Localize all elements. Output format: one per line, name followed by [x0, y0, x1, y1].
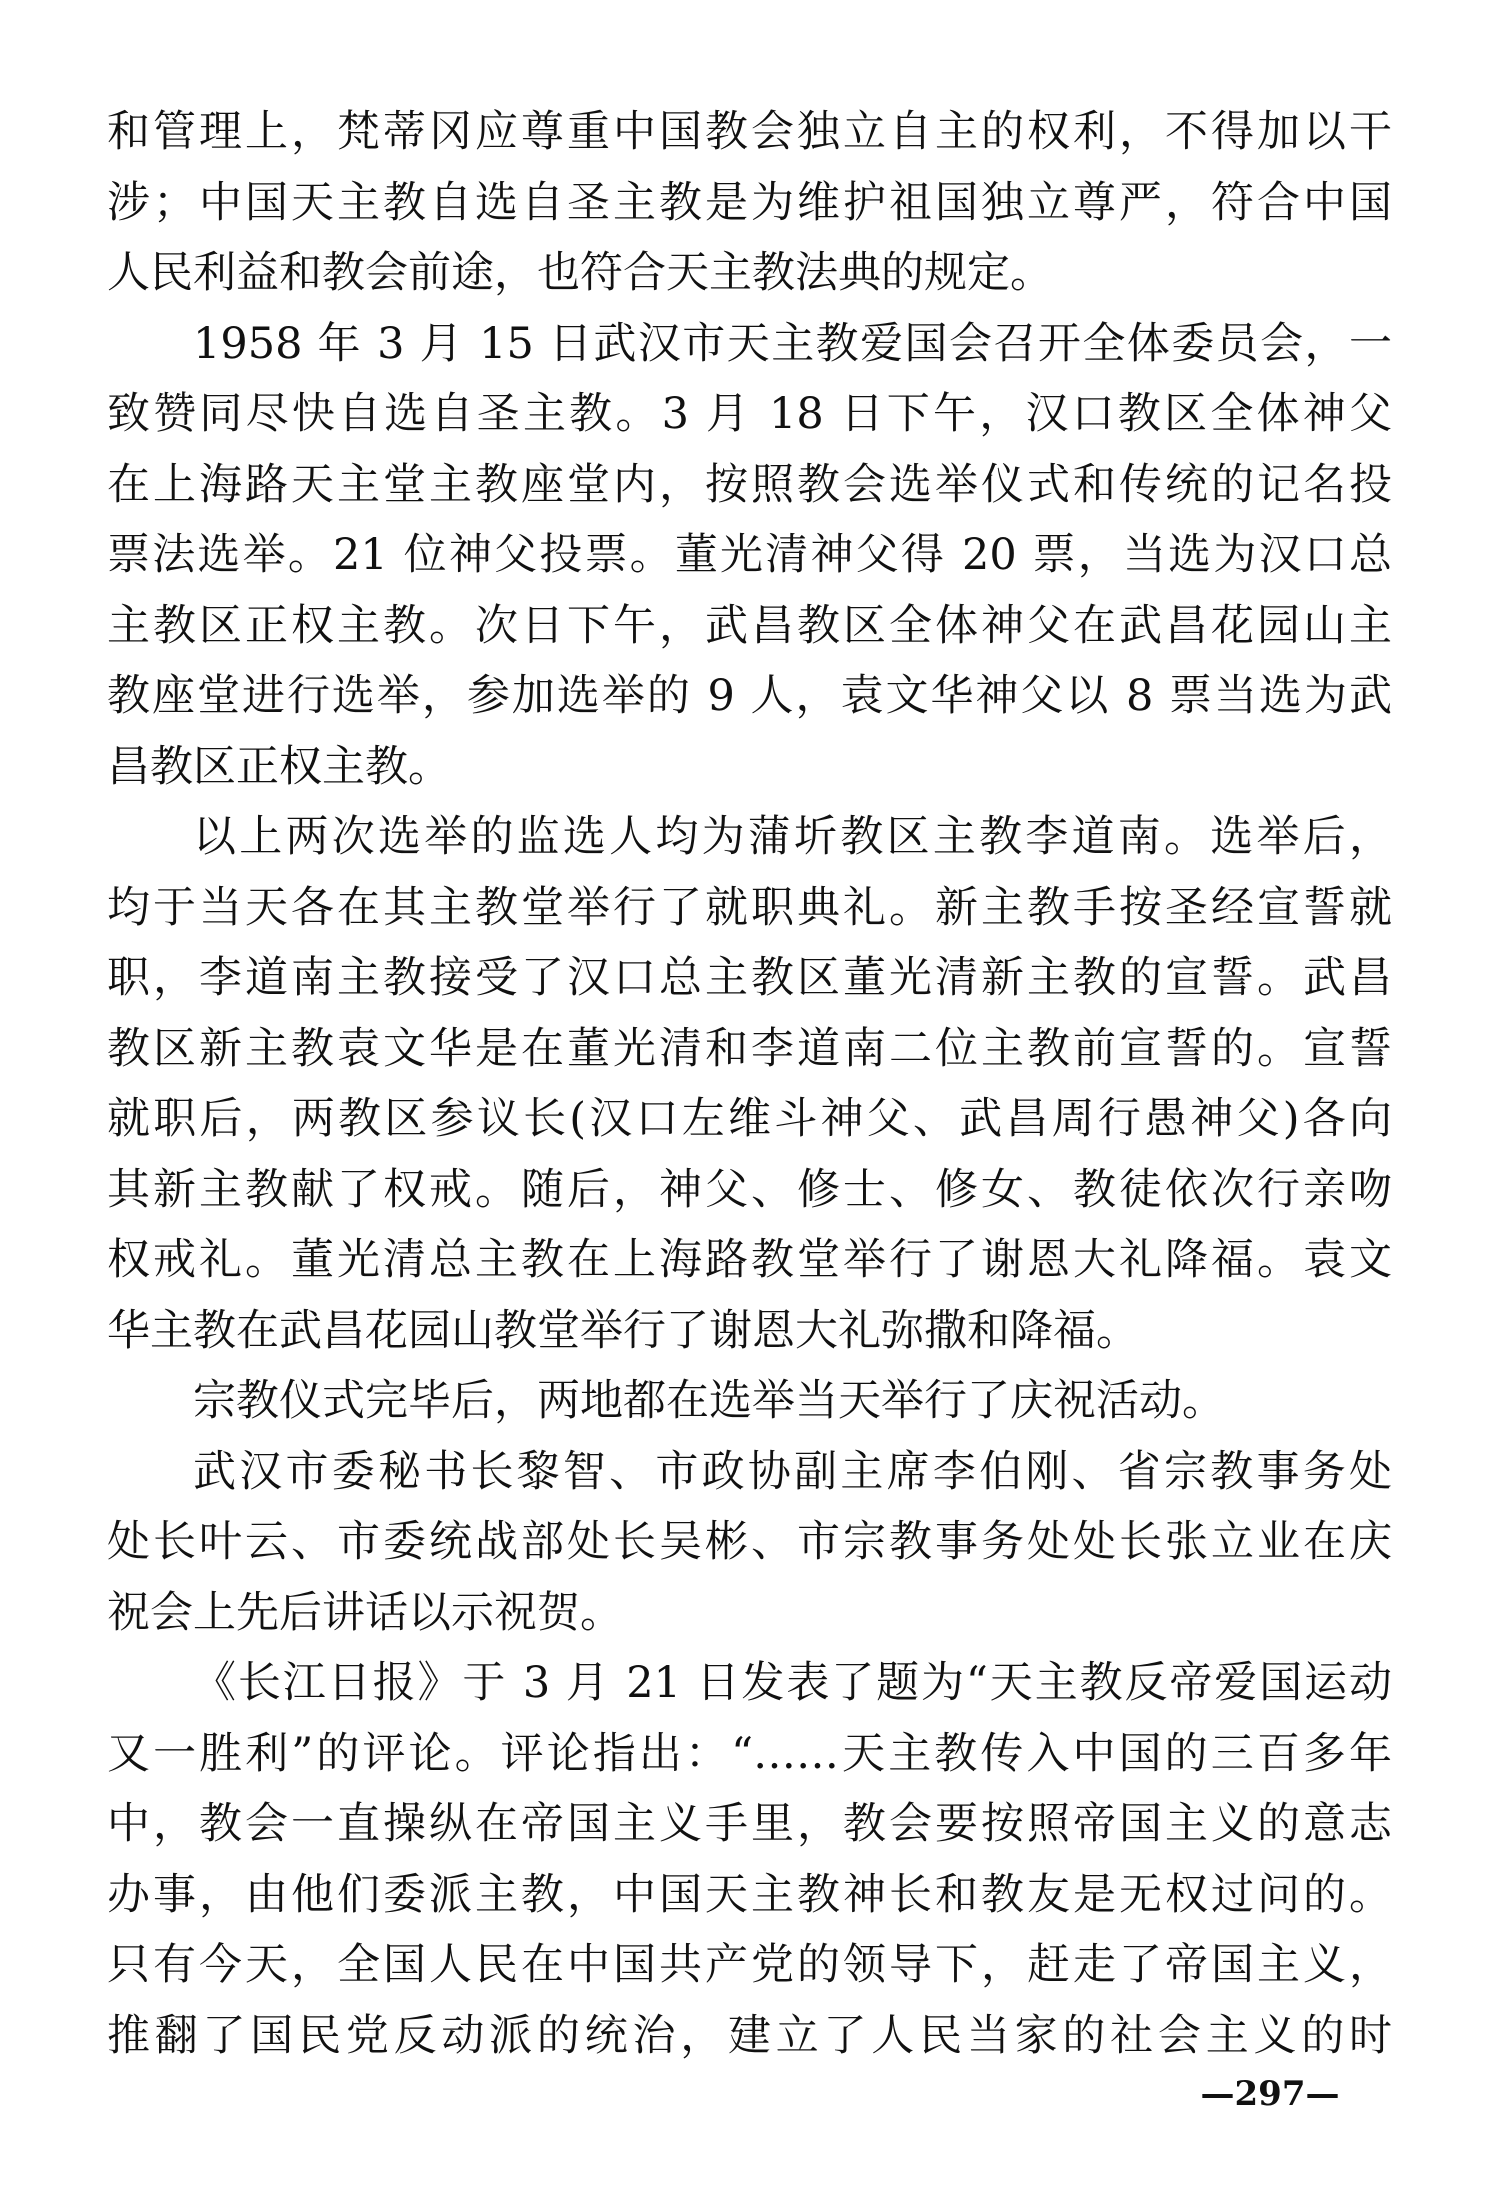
text-line: 祝会上先后讲话以示祝贺。: [107, 1587, 623, 1638]
text-line: 致赞同尽快自选自圣主教。3 月 18 日下午，汉口教区全体神父: [107, 389, 1392, 439]
text-line: 又一胜利”的评论。评论指出：“……天主教传入中国的三百多年: [107, 1728, 1392, 1779]
paragraph: [107, 1648, 1392, 2071]
text-line: 其新主教献了权戒。随后，神父、修士、修女、教徒依次行亲吻: [107, 1164, 1392, 1215]
paragraph: [107, 1437, 1392, 1649]
text-line: 在上海路天主堂主教座堂内，按照教会选举仪式和传统的记名投: [107, 459, 1392, 510]
text-line: 教座堂进行选举，参加选举的 9 人，袁文华神父以 8 票当选为武: [107, 671, 1392, 721]
text-line: 职，李道南主教接受了汉口总主教区董光清新主教的宣誓。武昌: [107, 953, 1392, 1003]
text-line: 1958 年 3 月 15 日武汉市天主教爱国会召开全体委员会，一: [193, 318, 1392, 369]
text-line: 武汉市委秘书长黎智、市政协副主席李伯刚、省宗教事务处: [193, 1446, 1392, 1497]
text-line: 涉；中国天主教自选自圣主教是为维护祖国独立尊严，符合中国: [107, 177, 1392, 228]
text-line: 教区新主教袁文华是在董光清和李道南二位主教前宣誓的。宣誓: [107, 1023, 1392, 1074]
paragraph: [107, 97, 1392, 309]
text-line: 权戒礼。董光清总主教在上海路教堂举行了谢恩大礼降福。袁文: [107, 1235, 1392, 1285]
text-line: 昌教区正权主教。: [107, 741, 451, 792]
page-number: —297—: [1200, 2074, 1340, 2114]
text-line: 就职后，两教区参议长(汉口左维斗神父、武昌周行愚神父)各向: [107, 1094, 1392, 1144]
text-line: 处长叶云、市委统战部处长吴彬、市宗教事务处处长张立业在庆: [107, 1517, 1392, 1567]
text-line: 《长江日报》于 3 月 21 日发表了题为“天主教反帝爱国运动: [193, 1658, 1392, 1708]
paragraph: [107, 1366, 1392, 1437]
text-line: 宗教仪式完毕后，两地都在选举当天举行了庆祝活动。: [193, 1376, 1225, 1426]
text-line: 票法选举。21 位神父投票。董光清神父得 20 票，当选为汉口总: [107, 530, 1392, 580]
text-line: 均于当天各在其主教堂举行了就职典礼。新主教手按圣经宣誓就: [107, 882, 1392, 933]
text-line: 中，教会一直操纵在帝国主义手里，教会要按照帝国主义的意志: [107, 1799, 1392, 1849]
text-line: 华主教在武昌花园山教堂举行了谢恩大礼弥撒和降福。: [107, 1305, 1139, 1356]
text-line: 以上两次选举的监选人均为蒲圻教区主教李道南。选举后，: [193, 812, 1392, 862]
text-line: 主教区正权主教。次日下午，武昌教区全体神父在武昌花园山主: [107, 600, 1392, 651]
text-line: 办事，由他们委派主教，中国天主教神长和教友是无权过问的。: [107, 1869, 1392, 1920]
paragraph: [107, 802, 1392, 1366]
text-line: 和管理上，梵蒂冈应尊重中国教会独立自主的权利，不得加以干: [107, 107, 1392, 157]
body-text: [107, 97, 1392, 2071]
text-line: 只有今天，全国人民在中国共产党的领导下，赶走了帝国主义，: [107, 1940, 1392, 1990]
text-line: 人民利益和教会前途，也符合天主教法典的规定。: [107, 248, 1053, 298]
paragraph: [107, 309, 1392, 803]
text-line: 推翻了国民党反动派的统治，建立了人民当家的社会主义的时: [107, 2010, 1392, 2061]
